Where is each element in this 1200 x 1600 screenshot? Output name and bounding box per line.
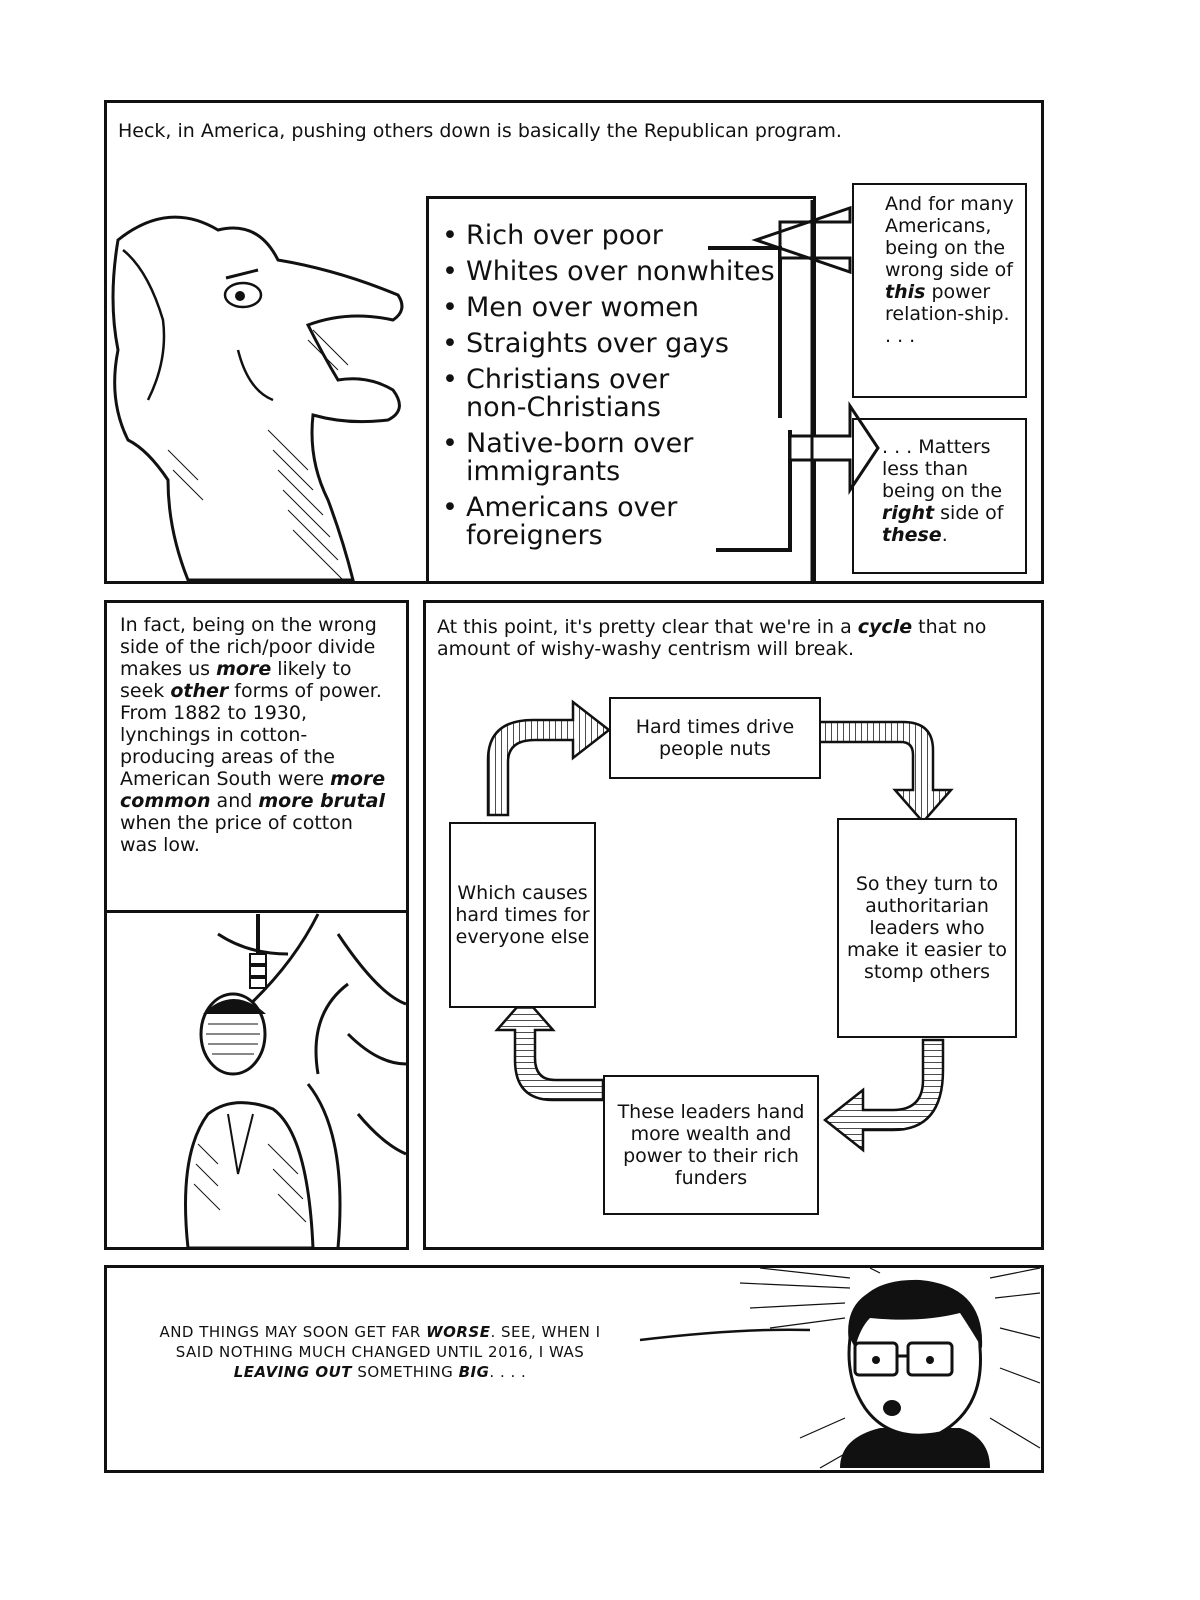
note-bottom-part1: . . . Matters less than being on the <box>882 436 1003 502</box>
p4-s1: AND THINGS MAY SOON GET FAR <box>159 1323 421 1341</box>
power-item: • Christians over non-Christians <box>440 366 706 422</box>
speech-text <box>140 1322 620 1382</box>
p4-s2: . SEE, WHEN I SAID NOTHING MUCH CHANGED UNTIL 2016, I WAS <box>175 1323 601 1361</box>
cycle-box-hard-times: Hard times drive people nuts <box>609 697 821 779</box>
p2-t4: and <box>216 790 253 812</box>
p2-t2: likely to seek <box>120 658 352 702</box>
p4-s3: SOMETHING <box>357 1363 454 1381</box>
p2-t3: forms of power. From 1882 to 1930, lynchings in cotton-producing areas of the American South were <box>120 680 382 790</box>
panel2-divider <box>104 910 409 913</box>
p3-emph: cycle <box>857 616 913 638</box>
p4-s4: . . . . <box>489 1363 527 1381</box>
note-bottom-emph2: these <box>882 524 942 546</box>
note-top-emph: this <box>885 281 926 303</box>
note-bottom-emph1: right <box>882 502 935 524</box>
p2-e2: other <box>170 680 229 702</box>
power-item: • Americans over foreigners <box>440 494 696 550</box>
power-item: • Straights over gays <box>440 330 775 358</box>
p4-e3: BIG <box>458 1363 490 1381</box>
note-bottom-part2: side of <box>940 502 1004 524</box>
note-top-part2: power relation-ship. . . . <box>885 281 1010 347</box>
power-item: • Rich over poor <box>440 222 775 250</box>
panel2-caption <box>120 614 392 856</box>
elephant-illustration <box>108 200 418 582</box>
p4-e2: LEAVING OUT <box>233 1363 353 1381</box>
cycle-box-everyone-else: Which causes hard times for everyone else <box>449 822 596 1008</box>
p2-e1: more <box>216 658 272 680</box>
note-top-part1: And for many Americans, being on the wrong side of <box>885 193 1014 281</box>
note-top-text <box>885 193 1020 347</box>
power-item: • Men over women <box>440 294 775 322</box>
p3-cap2: that no amount of wishy-washy centrism will break. <box>437 616 987 660</box>
lynching-illustration <box>108 914 406 1248</box>
bracket-arrows <box>700 200 860 560</box>
power-item: • Whites over nonwhites <box>440 258 775 286</box>
cycle-box-authoritarian: So they turn to authoritarian leaders who make it easier to stomp others <box>837 818 1017 1038</box>
p2-e4: more brutal <box>258 790 385 812</box>
p3-cap1: At this point, it's pretty clear that we're in a <box>437 616 852 638</box>
note-bottom-text <box>882 436 1022 546</box>
cycle-box-rich-funders: These leaders hand more wealth and power to their rich funders <box>603 1075 819 1215</box>
power-item: • Native-born over immigrants <box>440 430 716 486</box>
note-bottom-part3: . <box>941 524 948 546</box>
narrator-illustration <box>640 1268 1042 1470</box>
p2-e3: more common <box>120 768 386 812</box>
p4-e1: WORSE <box>426 1323 491 1341</box>
panel1-caption: Heck, in America, pushing others down is basically the Republican program. <box>118 120 842 142</box>
p2-t1: In fact, being on the wrong side of the rich/poor divide makes us <box>120 614 377 680</box>
p2-t5: when the price of cotton was low. <box>120 812 353 856</box>
